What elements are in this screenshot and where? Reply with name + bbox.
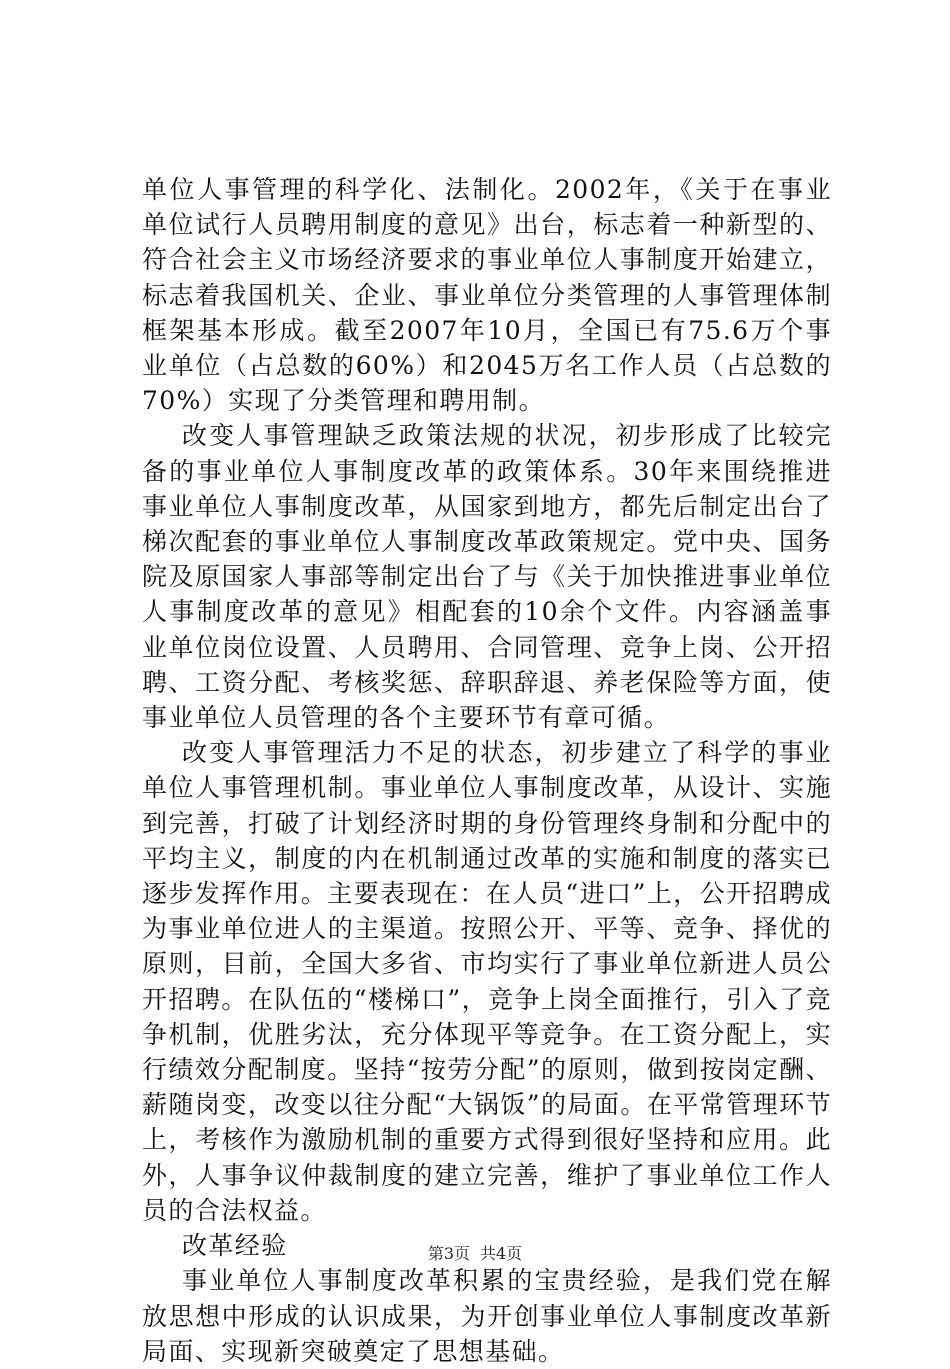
page-footer bbox=[0, 1244, 950, 1264]
paragraph-experience: 事业单位人事制度改革积累的宝贵经验，是我们党在解放思想中形成的认识成果，为开创事业单位人事制度改革新局面、实现新突破奠定了思想基础。 bbox=[142, 1266, 832, 1366]
paragraph-policy-system: 改变人事管理缺乏政策法规的状况，初步形成了比较完备的事业单位人事制度改革的政策体系。30年来围绕推进事业单位人事制度改革，从国家到地方，都先后制定出台了梯次配套的事业单位人事制度改革政策规定。党中央、国务院及原国家人事部等制定出台了与《关于加快推进事业单位人事制度改革的意见》相配套的10余个文件。内容涵盖事业单位岗位设置、人员聘用、合同管理、竞争上岗、公开招聘、工资分配、考核奖惩、辞职辞退、养老保险等方面，使事业单位人员管理的各个主要环节有章可循。 bbox=[142, 421, 832, 733]
section-heading-reform-experience: 改革经验 bbox=[182, 1231, 288, 1261]
paragraph-management-mechanism: 改变人事管理活力不足的状态，初步建立了科学的事业单位人事管理机制。事业单位人事制度改革，从设计、实施到完善，打破了计划经济时期的身份管理终身制和分配中的平均主义，制度的内在机制通过改革的实施和制度的落实已逐步发挥作用。主要表现在：在人员“进口”上，公开招聘成为事业单位进人的主渠道。按照公开、平等、竞争、择优的原则，目前，全国大多省、市均实行了事业单位新进人员公开招聘。在队伍的“楼梯口”，竞争上岗全面推行，引入了竞争机制，优胜劣汰，充分体现平等竞争。在工资分配上，实行绩效分配制度。坚持“按劳分配”的原则，做到按岗定酬、薪随岗变，改变以往分配“大锅饭”的局面。在平常管理环节上，考核作为激励机制的重要方式得到很好坚持和应用。此外，人事争议仲裁制度的建立完善，维护了事业单位工作人员的合法权益。 bbox=[142, 738, 832, 1225]
paragraph-classification-reform: 单位人事管理的科学化、法制化。2002年，《关于在事业单位试行人员聘用制度的意见》出台，标志着一种新型的、符合社会主义市场经济要求的事业单位人事制度开始建立，标志着我国机关、企业、事业单位分类管理的人事管理体制框架基本形成。截至2007年10月，全国已有75.6万个事业单位（占总数的60%）和2045万名工作人员（占总数的70%）实现了分类管理和聘用制。 bbox=[142, 175, 832, 416]
page-total: 共4页 bbox=[480, 1244, 523, 1263]
document-body bbox=[142, 172, 832, 1369]
page-number: 第3页 bbox=[427, 1244, 470, 1263]
